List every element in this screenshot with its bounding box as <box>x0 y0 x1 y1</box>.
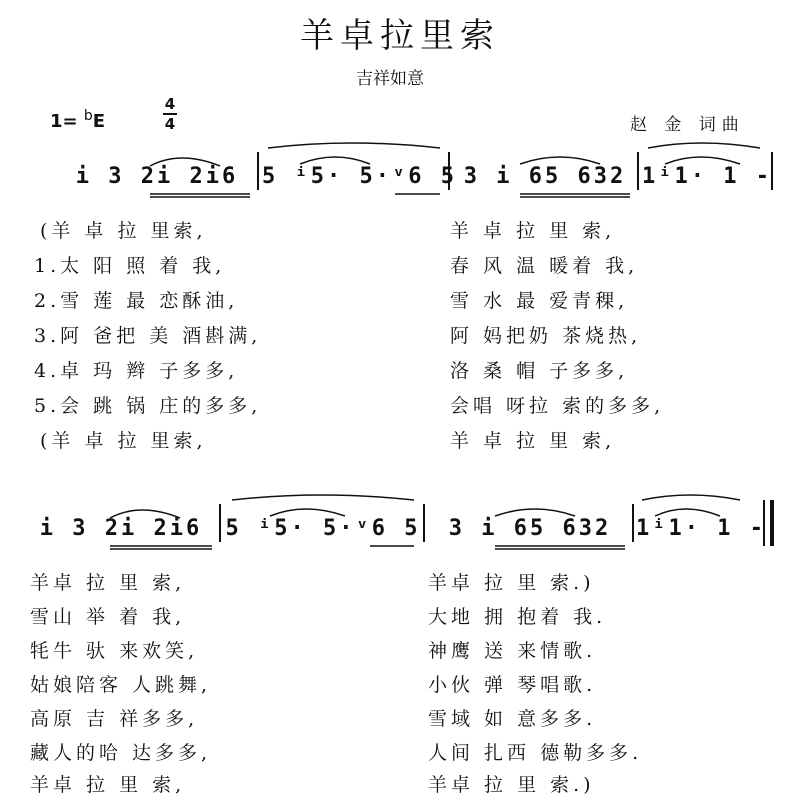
lyric-line: 1.太 阳 照 着 我, 春 风 温 暖着 我, <box>34 255 639 277</box>
lyric-line: 高原 吉 祥多多, 雪域 如 意多多. <box>30 708 597 730</box>
meter-bottom: 4 <box>164 115 176 133</box>
lyric-line: 3.阿 爸把 美 酒斟满, 阿 妈把奶 茶烧热, <box>34 325 642 347</box>
song-title: 羊卓拉里索 <box>300 16 500 56</box>
lyric-line: 羊卓 拉 里 索, 羊卓 拉 里 索.) <box>30 572 595 594</box>
lyric-line: 羊卓 拉 里 索, 羊卓 拉 里 索.) <box>30 774 595 796</box>
measure-1: i 3 2i 2i6 <box>39 516 203 541</box>
measure-3: 3 i 65 632 <box>448 516 612 541</box>
key-note: E <box>92 111 106 132</box>
lyric-line: 姑娘陪客 人跳舞, 小伙 弹 琴唱歌. <box>30 674 597 696</box>
key-prefix: 1= <box>50 111 78 132</box>
lyric-line: (羊 卓 拉 里索, 羊 卓 拉 里 索, <box>40 220 616 242</box>
lyric-line: 牦牛 驮 来欢笑, 神鹰 送 来情歌. <box>30 640 597 662</box>
notation-staff-1 <box>0 138 800 198</box>
lyric-line: 藏人的哈 达多多, 人间 扎西 德勒多多. <box>30 742 643 764</box>
song-subtitle: 吉祥如意 <box>356 69 424 89</box>
key-signature <box>50 108 105 132</box>
measure-2: 5 ⁱ5· 5·ᵛ6 5 <box>225 516 421 541</box>
measure-2: 5 ⁱ5· 5·ᵛ6 5 <box>262 164 457 189</box>
lyric-line: (羊 卓 拉 里索, 羊 卓 拉 里 索, <box>40 430 616 452</box>
lyric-line: 雪山 举 着 我, 大地 拥 抱着 我. <box>30 606 607 628</box>
measure-4: 1ⁱ1· 1 - <box>636 516 766 541</box>
meter-top: 4 <box>164 95 176 113</box>
composer-credit: 赵 金 词曲 <box>630 115 745 135</box>
lyric-line: 2.雪 莲 最 恋酥油, 雪 水 最 爱青稞, <box>34 290 629 312</box>
measure-1: i 3 2i 2i6 <box>75 164 239 189</box>
lyric-line: 5.会 跳 锅 庄的多多, 会唱 呀拉 索的多多, <box>34 395 665 417</box>
notation-staff-2 <box>0 490 800 550</box>
measure-3: 3 i 65 632 <box>463 164 627 189</box>
time-signature <box>163 96 177 132</box>
lyric-line: 4.卓 玛 辫 子多多, 洛 桑 帽 子多多, <box>34 360 629 382</box>
flat-sign: b <box>83 108 93 124</box>
measure-4: 1ⁱ1· 1 - <box>642 164 772 189</box>
